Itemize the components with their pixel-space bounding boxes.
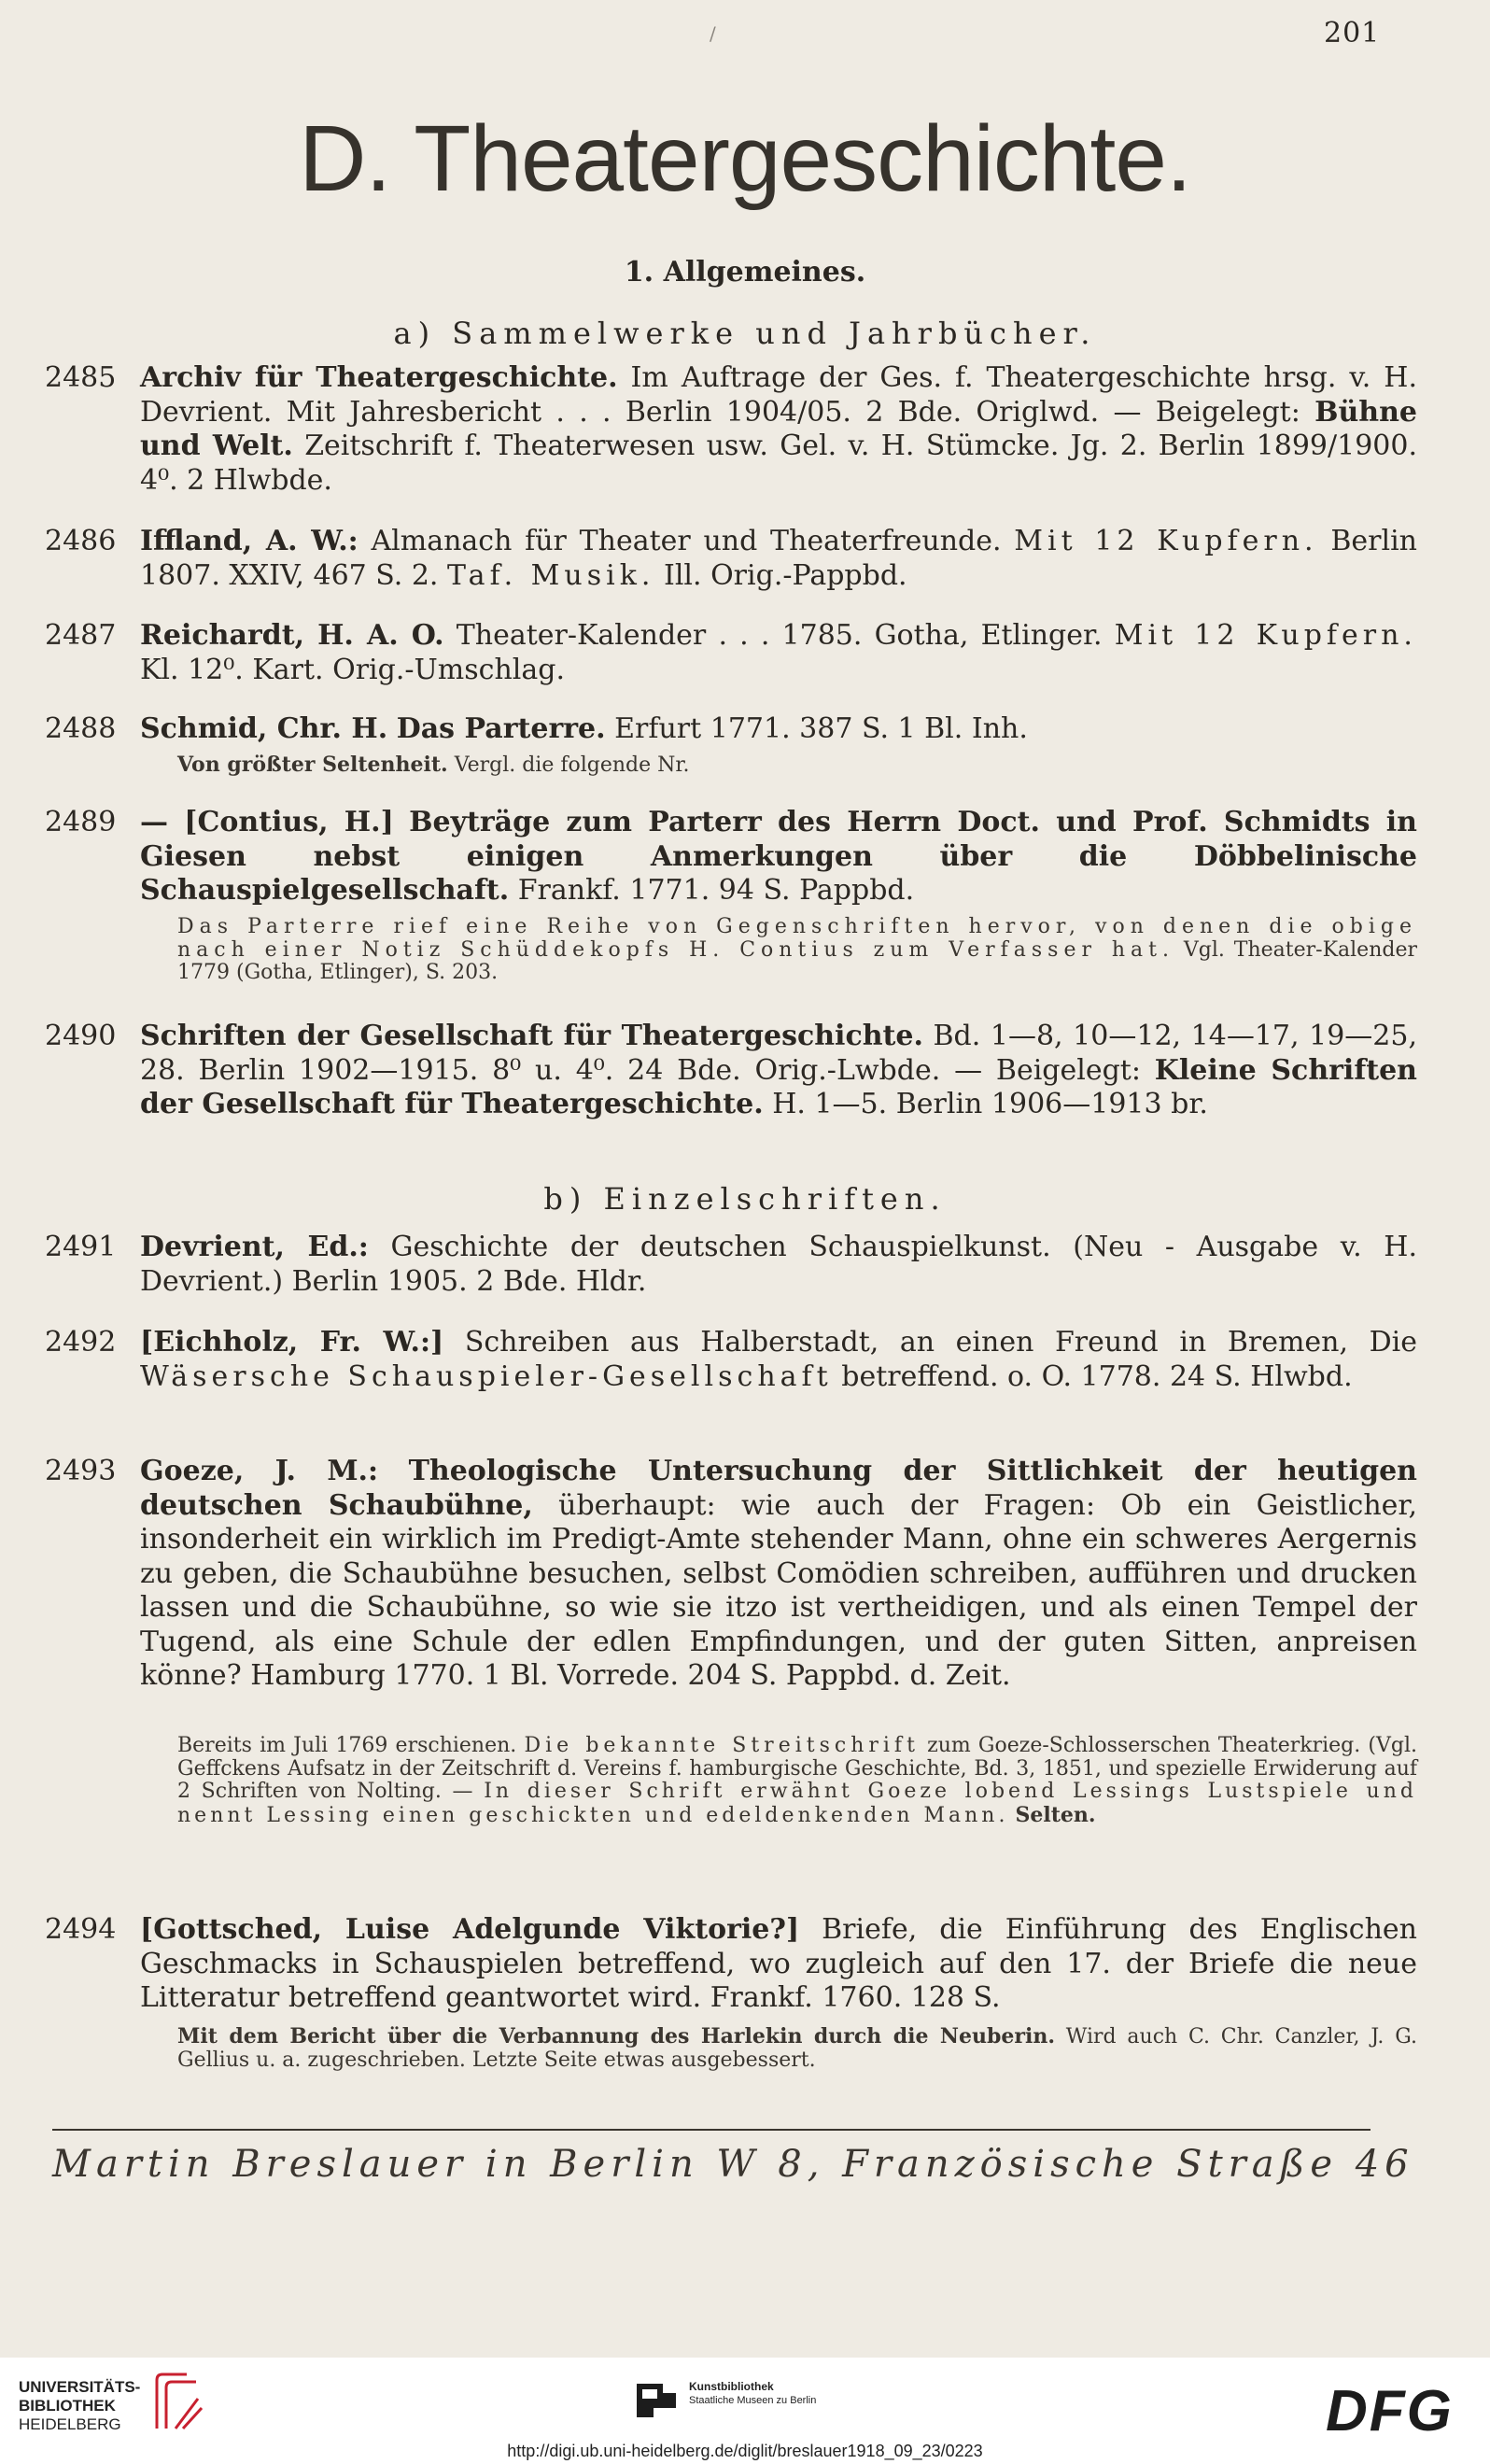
entry-author: [Eichholz, Fr. W.:] [140,1326,444,1359]
entry-body [140,806,1417,908]
entry-body [140,1020,1417,1122]
entry-author: Archiv für Theatergeschichte. [140,361,618,394]
entry-note [177,916,1417,985]
entry-author: [Gottsched, Luise Adelgunde Viktorie?] [140,1913,800,1946]
entry-text-2: betreffend. o. O. 1778. 24 S. Hlwbd. [841,1359,1353,1393]
entry-number: 2490 [45,1020,117,1052]
note-text: Wird auch C. Chr. Canzler, J. G. Gellius u. a. zugeschrieben. Letzte Seite etwas ausgebessert. [177,2025,1417,2072]
entry-body [140,361,1417,498]
entry-number: 2494 [45,1913,117,1946]
entry-text: Schreiben aus Halberstadt, an einen Freund in Bremen, Die [464,1326,1417,1359]
entry-text-3: Ill. Orig.-Pappbd. [663,558,907,592]
entry-note [177,753,1417,778]
kunstbib-line-1: Kunstbibliothek [689,2380,774,2393]
entry-spaced: Wäsersche Schauspieler-Gesellschaft [140,1359,833,1393]
pencil-mark: / [710,22,716,45]
page-number: 201 [1324,17,1381,49]
publisher-footer: Martin Breslauer in Berlin W 8, Französische Straße 46 [52,2143,1414,2186]
entry-author: Iffland, A. W.: [140,525,358,557]
entry-note [177,1735,1417,1827]
entry-supplement-title: Bühne und Welt. [140,395,1417,462]
entry-body [140,1913,1417,2016]
entry-text: Geschichte der deutschen Schauspielkunst. (Neu - Ausgabe v. H. Devrient.) Berlin 1905. 2 Bde. Hldr. [140,1231,1417,1298]
note-spaced: Das Parterre rief eine Reihe von Gegenschriften hervor, von denen die obige nach einer Notiz Schüddekopfs H. Contius zum Verfasser hat. [177,915,1417,962]
entry-body [140,712,1417,747]
entry-number: 2485 [45,361,117,394]
entry-text: Im Auftrage der Ges. f. Theatergeschichte hrsg. v. H. Devrient. Mit Jahresbericht . . . Berlin 1904/05. 2 Bde. Origlwd. — Beigelegt: [140,361,1417,429]
note-text: Vgl. Theater-Kalender 1779 (Gotha, Etlinger), S. 203. [177,937,1417,984]
footer-rule [52,2129,1371,2131]
entry-body [140,1326,1417,1394]
entry-text-2: Kl. 12⁰. Kart. Orig.-Umschlag. [140,653,565,686]
entry-text: Frankf. 1771. 94 S. Pappbd. [517,874,915,907]
entry-number: 2492 [45,1326,117,1359]
kunstbib-line-2: Staatliche Museen zu Berlin [689,2395,817,2406]
subsection-heading-sammelwerke: a) Sammelwerke und Jahrbücher. [393,316,1097,351]
source-url[interactable]: http://digi.ub.uni-heidelberg.de/diglit/breslauer1918_09_23/0223 [507,2442,983,2460]
entry-number: 2491 [45,1231,117,1263]
entry-text: überhaupt: wie auch der Fragen: Ob ein Geistlicher, insonderheit ein wirklich im Predigt-Amte stehender Mann, ohne ein schweres Aergernis zu geben, die Schaubühne besuchen, selbst Comödien schreiben, aufführen und drucken lassen und die Schaubühne, so wie sie itzo ist vertheidigen, und als einen Tempel der Tugend, als eine Schule der edlen Empfindungen, und der guten Sitten, anpreisen könne? Hamburg 1770. 1 Bl. Vorrede. 204 S. Pappbd. d. Zeit. [140,1488,1418,1692]
note-bold: Von größter Seltenheit. [177,753,448,777]
entry-text: Erfurt 1771. 387 S. 1 Bl. Inh. [614,712,1028,745]
entry-number: 2486 [45,525,117,557]
dfg-logo[interactable]: DFG [1326,2379,1454,2443]
entry-text: Almanach für Theater und Theaterfreunde. [371,525,1002,557]
note-text-2: zum Goeze-Schlosserschen Theaterkrieg. (Vgl. Geffckens Aufsatz in der Zeitschrift d. Vereins f. hamburgische Geschichte, Bd. 3, 1851, und spezielle Erwiderung auf 2 Schriften von Nolting. — [177,1734,1417,1803]
entry-body [140,525,1417,593]
subsection-heading-einzelschriften: b) Einzelschriften. [543,1181,947,1217]
note-spaced-2: In dieser Schrift erwähnt Goeze lobend Lessings Lustspiele und nennt Lessing einen geschickten und edeldenkenden Mann. [177,1780,1417,1827]
entry-author: — [Contius, H.] [140,806,394,838]
entry-text: Briefe, die Einführung des Englischen Geschmacks in Schauspielen betreffend, wo zugleich auf den 17. der Briefe die neue Litteratur betreffend geantwortet wird. Frankf. 1760. 128 S. [140,1913,1417,2014]
page-title: D. Theatergeschichte. [299,106,1191,211]
entry-author: Goeze, J. M.: [140,1455,379,1487]
note-text: Vergl. die folgende Nr. [454,753,690,777]
entry-author: Schmid, Chr. H. [140,712,388,745]
entry-text-2: Zeitschrift f. Theaterwesen usw. Gel. v. H. Stümcke. Jg. 2. Berlin 1899/1900. 4⁰. 2 Hlwbde. [140,429,1417,497]
entry-spaced-2: Taf. Musik. [447,558,655,592]
university-library-logo[interactable] [19,2378,140,2434]
university-emblem-icon [149,2371,205,2436]
entry-text: Theater-Kalender . . . 1785. Gotha, Etlinger. [456,619,1103,652]
library-line-3: HEIDELBERG [19,2415,121,2433]
note-text: Bereits im Juli 1769 erschienen. [177,1734,517,1757]
digitization-banner [0,2358,1490,2464]
entry-spaced: Mit 12 Kupfern. [1014,525,1318,557]
entry-number: 2489 [45,806,117,838]
entry-number: 2488 [45,712,117,745]
entry-title: Theologische Untersuchung der Sittlichkeit der heutigen deutschen Schaubühne, [140,1455,1417,1522]
note-bold: Mit dem Bericht über die Verbannung des Harlekin durch die Neuberin. [177,2024,1055,2049]
entry-title: Beyträge zum Parterr des Herrn Doct. und Prof. Schmidts in Giesen nebst einigen Anmerkungen über die Döbbelinische Schauspielgesellschaft. [140,806,1417,907]
entry-text-2: H. 1—5. Berlin 1906—1913 br. [772,1088,1208,1120]
kunstbibliothek-logo-icon [635,2380,678,2419]
entry-title: Das Parterre. [396,712,606,745]
library-line-1: UNIVERSITÄTS- [19,2378,141,2396]
kunstbibliothek-label[interactable] [689,2380,816,2408]
section-heading-allgemeines: 1. Allgemeines. [624,256,866,289]
entry-text: Bd. 1—8, 10—12, 14—17, 19—25, 28. Berlin 1902—1915. 8⁰ u. 4⁰. 24 Bde. Orig.-Lwbde. — Beigelegt: [140,1020,1417,1087]
entry-author: Schriften der Gesellschaft für Theatergeschichte. [140,1020,923,1052]
entry-spaced: Mit 12 Kupfern. [1114,619,1417,652]
entry-body [140,619,1417,687]
entry-supplement-title: Kleine Schriften der Gesellschaft für Theatergeschichte. [140,1053,1417,1120]
note-bold: Selten. [1015,1802,1096,1827]
library-line-2: BIBLIOTHEK [19,2397,116,2415]
entry-number: 2487 [45,619,117,652]
entry-note [177,2025,1417,2072]
entry-author: Devrient, Ed.: [140,1231,369,1263]
entry-body [140,1231,1417,1299]
entry-number: 2493 [45,1455,117,1487]
note-spaced: Die bekannte Streitschrift [524,1734,920,1757]
entry-body [140,1455,1417,1694]
entry-text-2: Berlin 1807. XXIV, 467 S. 2. [140,525,1417,592]
entry-author: Reichardt, H. A. O. [140,619,444,652]
